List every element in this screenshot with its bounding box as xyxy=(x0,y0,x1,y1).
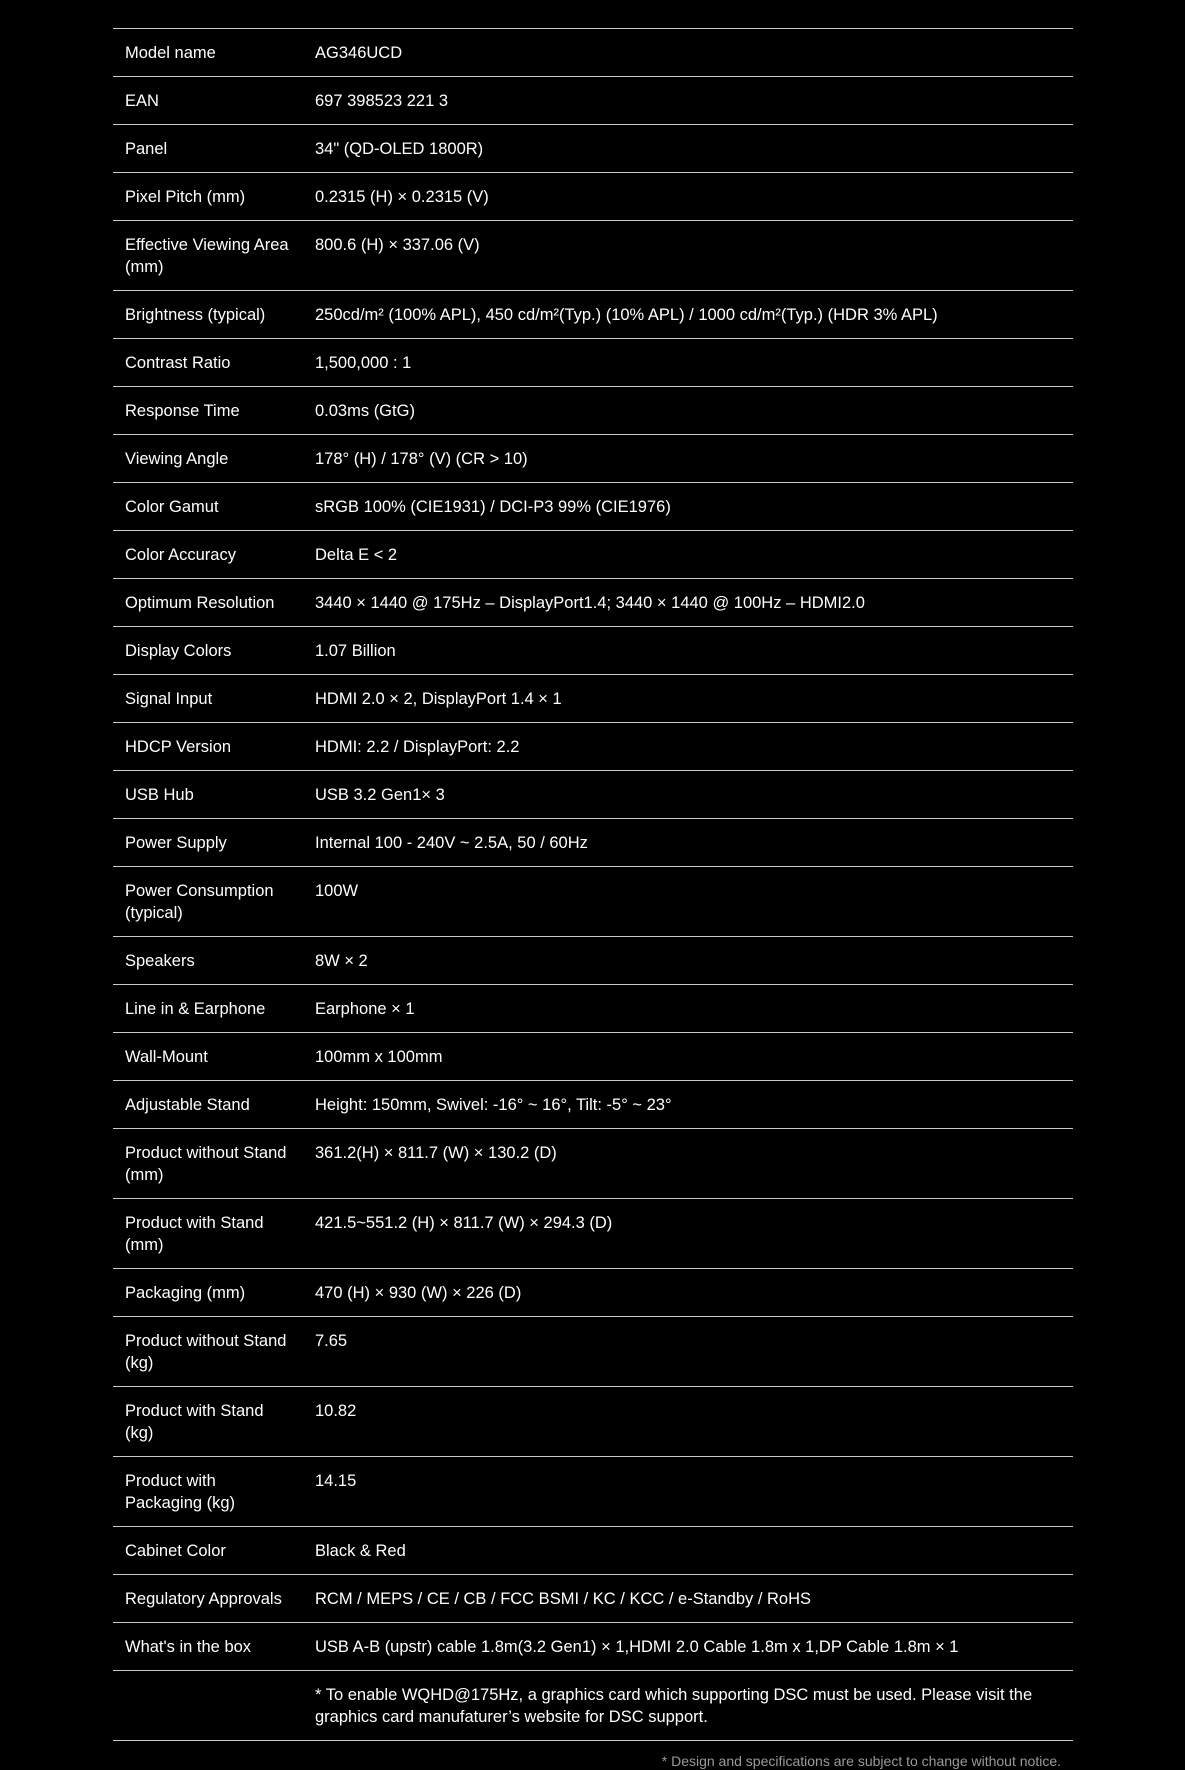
spec-row-cabinet-color xyxy=(113,1527,1073,1575)
spec-row-power-consumption xyxy=(113,867,1073,937)
spec-label: Brightness (typical) xyxy=(113,291,308,339)
spec-value: 800.6 (H) × 337.06 (V) xyxy=(308,221,1073,291)
spec-value: HDMI: 2.2 / DisplayPort: 2.2 xyxy=(308,723,1073,771)
spec-value: USB 3.2 Gen1× 3 xyxy=(308,771,1073,819)
spec-row-pixel-pitch xyxy=(113,173,1073,221)
spec-row-ean xyxy=(113,77,1073,125)
spec-row-speakers xyxy=(113,937,1073,985)
spec-label: Contrast Ratio xyxy=(113,339,308,387)
spec-label: Viewing Angle xyxy=(113,435,308,483)
spec-value: 0.03ms (GtG) xyxy=(308,387,1073,435)
spec-row-signal-input xyxy=(113,675,1073,723)
spec-value: 470 (H) × 930 (W) × 226 (D) xyxy=(308,1269,1073,1317)
spec-value: 0.2315 (H) × 0.2315 (V) xyxy=(308,173,1073,221)
spec-row-model-name xyxy=(113,29,1073,77)
spec-label: Regulatory Approvals xyxy=(113,1575,308,1623)
spec-label: HDCP Version xyxy=(113,723,308,771)
spec-row-product-with-stand-kg xyxy=(113,1387,1073,1457)
spec-label: Power Supply xyxy=(113,819,308,867)
spec-row-dsc-note xyxy=(113,1671,1073,1741)
spec-value: 1,500,000 : 1 xyxy=(308,339,1073,387)
spec-value: Delta E < 2 xyxy=(308,531,1073,579)
spec-value: 100W xyxy=(308,867,1073,937)
spec-table xyxy=(113,28,1073,1741)
spec-value: Earphone × 1 xyxy=(308,985,1073,1033)
spec-value: 697 398523 221 3 xyxy=(308,77,1073,125)
spec-row-contrast-ratio xyxy=(113,339,1073,387)
spec-label: Response Time xyxy=(113,387,308,435)
spec-value: 178° (H) / 178° (V) (CR > 10) xyxy=(308,435,1073,483)
spec-row-product-without-stand-mm xyxy=(113,1129,1073,1199)
spec-value: 10.82 xyxy=(308,1387,1073,1457)
spec-row-response-time xyxy=(113,387,1073,435)
spec-table-body xyxy=(113,29,1073,1741)
spec-label: USB Hub xyxy=(113,771,308,819)
spec-value: 250cd/m² (100% APL), 450 cd/m²(Typ.) (10% APL) / 1000 cd/m²(Typ.) (HDR 3% APL) xyxy=(308,291,1073,339)
spec-value: 34" (QD-OLED 1800R) xyxy=(308,125,1073,173)
spec-label: What's in the box xyxy=(113,1623,308,1671)
spec-label: Cabinet Color xyxy=(113,1527,308,1575)
spec-label: Power Consumption (typical) xyxy=(113,867,308,937)
spec-row-line-in-earphone xyxy=(113,985,1073,1033)
spec-label: Speakers xyxy=(113,937,308,985)
spec-value: Internal 100 - 240V ~ 2.5A, 50 / 60Hz xyxy=(308,819,1073,867)
spec-sheet xyxy=(113,28,1073,1769)
spec-row-product-without-stand-kg xyxy=(113,1317,1073,1387)
spec-row-whats-in-the-box xyxy=(113,1623,1073,1671)
spec-value: 100mm x 100mm xyxy=(308,1033,1073,1081)
spec-row-color-accuracy xyxy=(113,531,1073,579)
spec-row-brightness xyxy=(113,291,1073,339)
spec-row-packaging-mm xyxy=(113,1269,1073,1317)
spec-value: 361.2(H) × 811.7 (W) × 130.2 (D) xyxy=(308,1129,1073,1199)
spec-label: Optimum Resolution xyxy=(113,579,308,627)
spec-label: Color Gamut xyxy=(113,483,308,531)
spec-row-wall-mount xyxy=(113,1033,1073,1081)
spec-label: Product without Stand (kg) xyxy=(113,1317,308,1387)
spec-value: AG346UCD xyxy=(308,29,1073,77)
spec-label: Product with Stand (kg) xyxy=(113,1387,308,1457)
spec-value: sRGB 100% (CIE1931) / DCI-P3 99% (CIE1976) xyxy=(308,483,1073,531)
spec-value: 421.5~551.2 (H) × 811.7 (W) × 294.3 (D) xyxy=(308,1199,1073,1269)
spec-label: Packaging (mm) xyxy=(113,1269,308,1317)
spec-label: Color Accuracy xyxy=(113,531,308,579)
spec-row-effective-viewing-area xyxy=(113,221,1073,291)
spec-label: Line in & Earphone xyxy=(113,985,308,1033)
spec-label: Product with Stand (mm) xyxy=(113,1199,308,1269)
spec-row-adjustable-stand xyxy=(113,1081,1073,1129)
spec-value: Black & Red xyxy=(308,1527,1073,1575)
spec-value: Height: 150mm, Swivel: -16° ~ 16°, Tilt: -5° ~ 23° xyxy=(308,1081,1073,1129)
spec-value: * To enable WQHD@175Hz, a graphics card which supporting DSC must be used. Please visit the graphics card manufaturer’s website for DSC support. xyxy=(308,1671,1073,1741)
spec-row-product-with-packaging-kg xyxy=(113,1457,1073,1527)
spec-label: Effective Viewing Area (mm) xyxy=(113,221,308,291)
spec-label: Panel xyxy=(113,125,308,173)
spec-value: RCM / MEPS / CE / CB / FCC BSMI / KC / KCC / e-Standby / RoHS xyxy=(308,1575,1073,1623)
spec-label: Signal Input xyxy=(113,675,308,723)
spec-value: 14.15 xyxy=(308,1457,1073,1527)
spec-row-display-colors xyxy=(113,627,1073,675)
spec-row-hdcp-version xyxy=(113,723,1073,771)
disclaimer-footnote: * Design and specifications are subject to change without notice. xyxy=(661,1753,1061,1769)
spec-row-panel xyxy=(113,125,1073,173)
spec-row-regulatory-approvals xyxy=(113,1575,1073,1623)
spec-label: Pixel Pitch (mm) xyxy=(113,173,308,221)
spec-label: Display Colors xyxy=(113,627,308,675)
spec-value: HDMI 2.0 × 2, DisplayPort 1.4 × 1 xyxy=(308,675,1073,723)
spec-label: Model name xyxy=(113,29,308,77)
spec-value: 7.65 xyxy=(308,1317,1073,1387)
spec-value: 3440 × 1440 @ 175Hz – DisplayPort1.4; 3440 × 1440 @ 100Hz – HDMI2.0 xyxy=(308,579,1073,627)
spec-row-optimum-resolution xyxy=(113,579,1073,627)
spec-row-color-gamut xyxy=(113,483,1073,531)
spec-label: Product without Stand (mm) xyxy=(113,1129,308,1199)
spec-value: 1.07 Billion xyxy=(308,627,1073,675)
spec-row-product-with-stand-mm xyxy=(113,1199,1073,1269)
spec-row-power-supply xyxy=(113,819,1073,867)
spec-value: 8W × 2 xyxy=(308,937,1073,985)
spec-label xyxy=(113,1671,308,1741)
spec-label: Product with Packaging (kg) xyxy=(113,1457,308,1527)
spec-row-usb-hub xyxy=(113,771,1073,819)
spec-label: Wall-Mount xyxy=(113,1033,308,1081)
spec-label: EAN xyxy=(113,77,308,125)
spec-value: USB A-B (upstr) cable 1.8m(3.2 Gen1) × 1,HDMI 2.0 Cable 1.8m x 1,DP Cable 1.8m × 1 xyxy=(308,1623,1073,1671)
spec-row-viewing-angle xyxy=(113,435,1073,483)
spec-label: Adjustable Stand xyxy=(113,1081,308,1129)
